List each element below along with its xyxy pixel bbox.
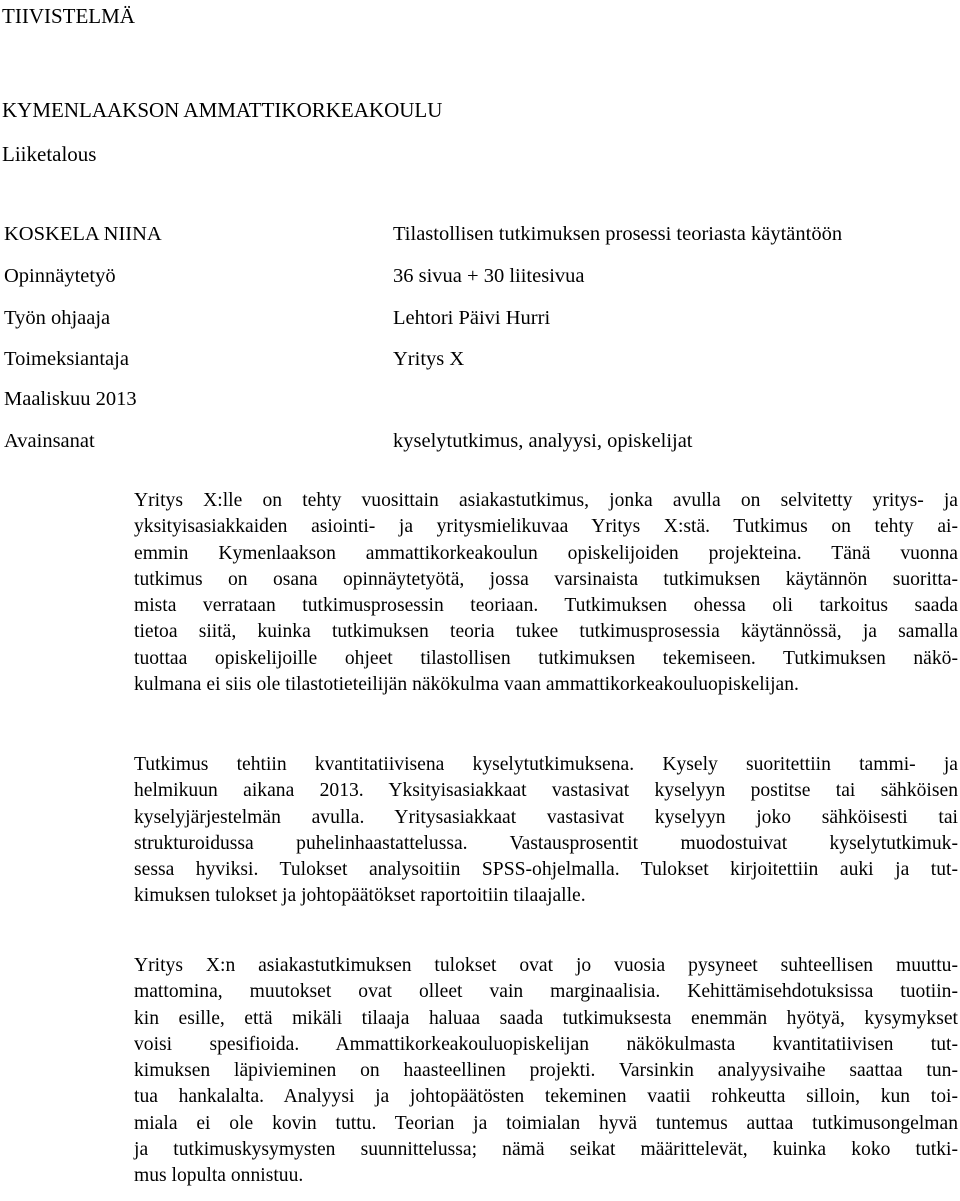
paragraph-line: tietoa siitä, kuinka tutkimuksen teoria tukee tutkimusprosessia käytännössä, ja samalla (134, 621, 958, 643)
thesis-label: Opinnäytetyö (4, 265, 116, 287)
paragraph-line: voisi spesifioida. Ammattikorkeakouluopiskelijan näkökulmasta kvantitatiivisen tut- (134, 1033, 958, 1055)
paragraph-line: emmin Kymenlaakson ammattikorkeakoulun opiskelijoiden projekteina. Tänä vuonna (134, 542, 958, 564)
supervisor-name: Lehtori Päivi Hurri (393, 307, 551, 329)
supervisor-label: Työn ohjaaja (4, 307, 111, 329)
commissioner-name: Yritys X (393, 348, 465, 370)
paragraph-line: mus lopulta onnistuu. (134, 1165, 304, 1187)
paragraph-line: mattomina, muutokset ovat olleet vain marginaalisia. Kehittämisehdotuksissa tuotiin- (134, 981, 958, 1003)
paragraph-line: Yritys X:lle on tehty vuosittain asiakastutkimus, jonka avulla on selvitetty yritys- ja (134, 490, 958, 511)
paragraph-line: strukturoidussa puhelinhaastattelussa. Vastausprosentit muodostuivat kyselytutkimuk- (134, 832, 958, 854)
keywords-label: Avainsanat (4, 430, 95, 452)
paragraph-line: tutkimus on osana opinnäytetyötä, jossa varsinaista tutkimuksen käytännön suoritta- (134, 568, 958, 590)
meta-row-keywords (0, 429, 960, 453)
paragraph-line: kimuksen läpivieminen on haasteellinen projekti. Varsinkin analyysivaihe saattaa tun- (134, 1060, 958, 1082)
paragraph-line: kimuksen tulokset ja johtopäätökset raportoitiin tilaajalle. (134, 885, 586, 907)
abstract-paragraph-2 (134, 752, 958, 910)
commissioner-label: Toimeksiantaja (4, 348, 129, 370)
page-count: 36 sivua + 30 liitesivua (393, 265, 585, 287)
paragraph-line: mista verrataan tutkimusprosessin teoriaan. Tutkimuksen ohessa oli tarkoitus saada (134, 595, 958, 617)
paragraph-line: sessa hyviksi. Tulokset analysoitiin SPSS-ohjelmalla. Tulokset kirjoitettiin auki ja tut- (134, 859, 958, 881)
paragraph-line: yksityisasiakkaiden asiointi- ja yritysmielikuvaa Yritys X:stä. Tutkimus on tehty ai- (134, 516, 958, 538)
paragraph-line: helmikuun aikana 2013. Yksityisasiakkaat vastasivat kyselyyn postitse tai sähköisen (134, 780, 958, 802)
thesis-title: Tilastollisen tutkimuksen prosessi teoriasta käytäntöön (393, 223, 843, 245)
paragraph-line: tuottaa opiskelijoille ohjeet tilastollisen tutkimuksen tekemiseen. Tutkimuksen näkö- (134, 647, 958, 669)
abstract-paragraph-1 (134, 488, 958, 698)
institution-name: KYMENLAAKSON AMMATTIKORKEAKOULU (2, 98, 443, 122)
paragraph-line: kin esille, että mikäli tilaaja haluaa saada tutkimuksesta enemmän hyötyä, kysymykset (134, 1007, 958, 1029)
meta-row-commissioner (0, 347, 960, 371)
paragraph-line: kulmana ei siis ole tilastotieteilijän näkökulma vaan ammattikorkeakouluopiskelijan. (134, 674, 799, 696)
author-name: KOSKELA NIINA (4, 223, 162, 245)
paragraph-line: kyselyjärjestelmän avulla. Yritysasiakkaat vastasivat kyselyyn joko sähköisesti tai (134, 806, 958, 828)
paragraph-line: tua hankalalta. Analyysi ja johtopäätösten tekeminen vaatii rohkeutta silloin, kun toi- (134, 1086, 958, 1108)
department-name: Liiketalous (2, 142, 97, 166)
abstract-paragraph-3 (134, 953, 958, 1190)
date-label: Maaliskuu 2013 (4, 388, 137, 410)
paragraph-line: miala ei ole kovin tuttu. Teorian ja toimialan hyvä tuntemus auttaa tutkimusongelman (134, 1112, 958, 1134)
keywords-value: kyselytutkimus, analyysi, opiskelijat (393, 430, 693, 452)
abstract-title: TIIVISTELMÄ (2, 4, 135, 28)
meta-row-thesis (0, 264, 960, 288)
paragraph-line: Yritys X:n asiakastutkimuksen tulokset ovat jo vuosia pysyneet suhteellisen muuttu- (134, 955, 958, 976)
paragraph-line: ja tutkimuskysymysten suunnittelussa; nämä seikat määrittelevät, kuinka koko tutki- (134, 1139, 958, 1161)
meta-row-supervisor (0, 306, 960, 330)
paragraph-line: Tutkimus tehtiin kvantitatiivisena kyselytutkimuksena. Kysely suoritettiin tammi- ja (134, 754, 958, 775)
meta-row-author (0, 222, 960, 246)
meta-row-date (0, 387, 960, 411)
